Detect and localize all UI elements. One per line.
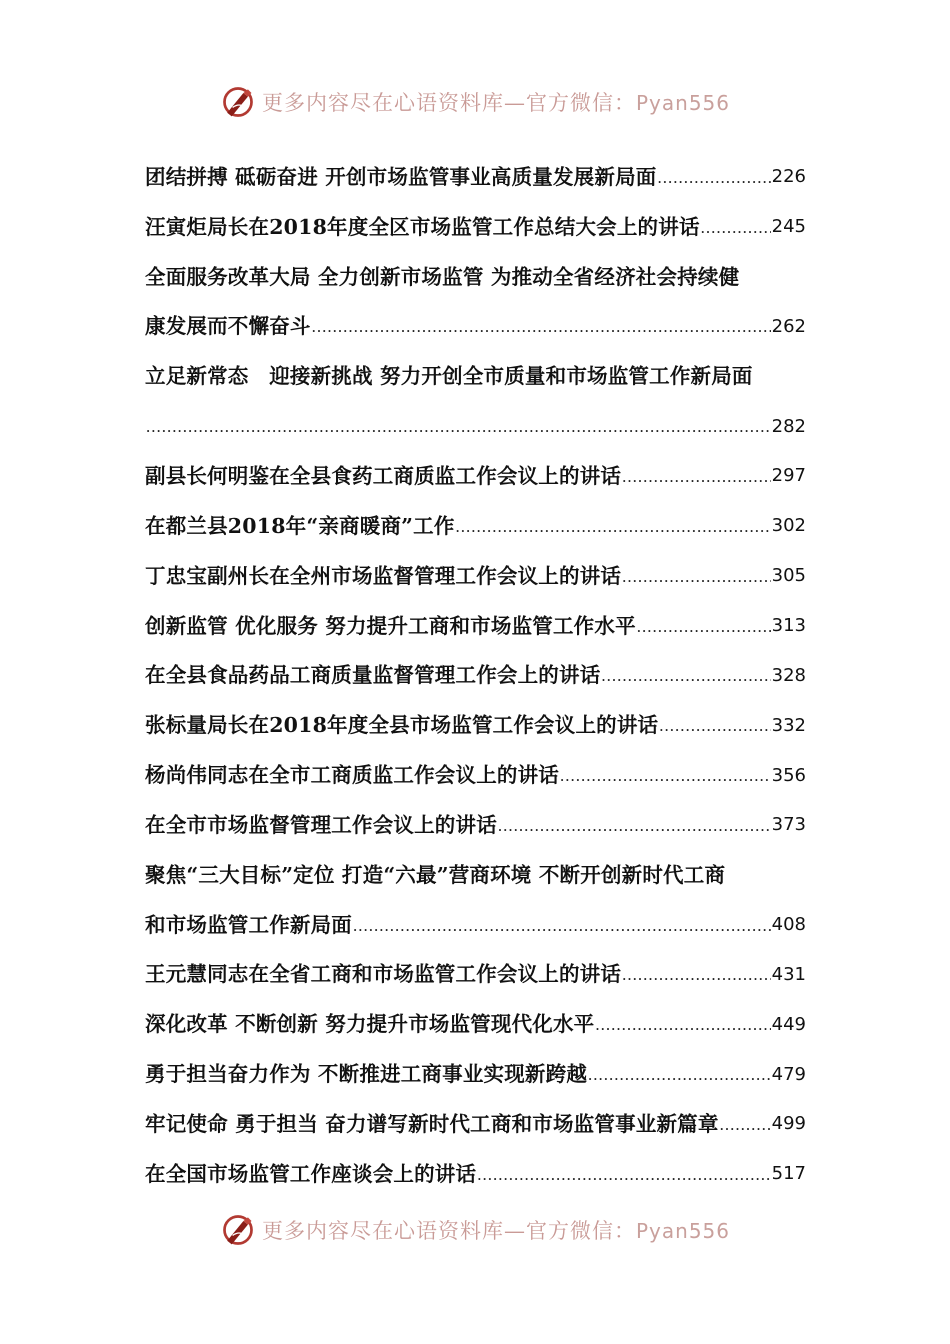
- toc-entry-page-number: 373: [771, 814, 806, 836]
- toc-leader-dots: [601, 666, 770, 686]
- toc-entry-title: 杨尚伟同志在全市工商质监工作会议上的讲话: [145, 763, 559, 788]
- table-of-contents: [145, 150, 806, 1197]
- toc-entry-title: 王元慧同志在全省工商和市场监管工作会议上的讲话: [145, 962, 622, 987]
- toc-entry-title: 创新监管 优化服务 努力提升工商和市场监管工作水平: [145, 613, 636, 638]
- toc-leader-dots: [657, 168, 770, 188]
- toc-entry-page-number: 408: [771, 914, 806, 936]
- toc-entry[interactable]: [145, 200, 806, 250]
- toc-entry-title: 在都兰县2018年“亲商暖商”工作: [145, 513, 455, 538]
- toc-entry[interactable]: [145, 997, 806, 1047]
- toc-entry[interactable]: [145, 898, 806, 948]
- toc-entry-page-number: 499: [771, 1113, 806, 1135]
- toc-leader-dots: [595, 1015, 770, 1035]
- toc-entry-page-number: 356: [771, 764, 806, 786]
- toc-entry-title: 副县长何明鉴在全县食药工商质监工作会议上的讲话: [145, 463, 622, 488]
- toc-entry[interactable]: [145, 748, 806, 798]
- toc-entry-title: 在全国市场监管工作座谈会上的讲话: [145, 1161, 477, 1186]
- toc-leader-dots: [312, 317, 771, 337]
- toc-entry[interactable]: [145, 250, 806, 300]
- toc-entry-page-number: 226: [771, 166, 806, 188]
- toc-entry-title: 在全县食品药品工商质量监督管理工作会上的讲话: [145, 663, 601, 688]
- toc-entry-page-number: 282: [771, 415, 806, 437]
- toc-entry-page-number: 517: [771, 1163, 806, 1185]
- toc-leader-dots: [560, 766, 771, 786]
- toc-entry[interactable]: [145, 698, 806, 748]
- toc-entry-title: 和市场监管工作新局面: [145, 912, 352, 937]
- toc-entry-title: 勇于担当奋力作为 不断推进工商事业实现新跨越: [145, 1062, 588, 1087]
- toc-entry[interactable]: [145, 848, 806, 898]
- toc-leader-dots: [659, 716, 770, 736]
- toc-entry-page-number: 302: [771, 515, 806, 537]
- toc-leader-dots: [477, 1165, 770, 1185]
- toc-entry-page-number: 332: [771, 714, 806, 736]
- toc-entry[interactable]: [145, 948, 806, 998]
- toc-entry-page-number: 431: [771, 963, 806, 985]
- toc-entry-page-number: 479: [771, 1063, 806, 1085]
- toc-entry[interactable]: [145, 449, 806, 499]
- pen-logo-icon: [220, 84, 256, 120]
- footer-wechat-id: Pyan556: [635, 1219, 730, 1243]
- toc-leader-dots: [588, 1065, 771, 1085]
- toc-entry[interactable]: [145, 399, 806, 449]
- toc-entry-page-number: 305: [771, 565, 806, 587]
- toc-entry-title: 张标量局长在2018年度全县市场监管工作会议上的讲话: [145, 713, 659, 738]
- pen-logo-icon: [220, 1212, 256, 1248]
- toc-leader-dots: [637, 617, 771, 637]
- toc-entry-title: 在全市市场监督管理工作会议上的讲话: [145, 812, 497, 837]
- toc-entry[interactable]: [145, 1147, 806, 1197]
- toc-entry-page-number: 262: [771, 315, 806, 337]
- toc-entry-title: 牢记使命 勇于担当 奋力谱写新时代工商和市场监管事业新篇章: [145, 1111, 719, 1136]
- footer-watermark: [0, 1210, 950, 1250]
- toc-entry[interactable]: [145, 499, 806, 549]
- toc-entry-page-number: 328: [771, 664, 806, 686]
- toc-entry-title: 丁忠宝副州长在全州市场监督管理工作会议上的讲话: [145, 563, 622, 588]
- toc-entry[interactable]: [145, 1097, 806, 1147]
- toc-entry-page-number: 449: [771, 1013, 806, 1035]
- toc-entry-title: 全面服务改革大局 全力创新市场监管 为推动全省经济社会持续健: [145, 264, 740, 289]
- toc-entry[interactable]: [145, 798, 806, 848]
- toc-entry[interactable]: [145, 648, 806, 698]
- header-wechat-id: Pyan556: [635, 91, 730, 115]
- header-slogan: 更多内容尽在心语资料库—官方微信：: [261, 91, 636, 115]
- toc-leader-dots: [720, 1115, 771, 1135]
- toc-entry[interactable]: [145, 349, 806, 399]
- toc-entry-title: 深化改革 不断创新 努力提升市场监管现代化水平: [145, 1012, 595, 1037]
- toc-entry-title: 康发展而不懈奋斗: [145, 314, 311, 339]
- toc-leader-dots: [498, 816, 771, 836]
- toc-entry-page-number: 313: [771, 615, 806, 637]
- toc-leader-dots: [456, 517, 771, 537]
- toc-entry-title: 汪寅炬局长在2018年度全区市场监管工作总结大会上的讲话: [145, 214, 700, 239]
- toc-entry-page-number: 245: [771, 216, 806, 238]
- toc-entry-title: 团结拼搏 砥砺奋进 开创市场监管事业高质量发展新局面: [145, 164, 657, 189]
- toc-entry[interactable]: [145, 1047, 806, 1097]
- toc-entry[interactable]: [145, 549, 806, 599]
- toc-entry[interactable]: [145, 300, 806, 350]
- toc-entry-title: 立足新常态 迎接新挑战 努力开创全市质量和市场监管工作新局面: [145, 364, 753, 389]
- toc-leader-dots: [146, 417, 771, 437]
- toc-entry-title: 聚焦“三大目标”定位 打造“六最”营商环境 不断开创新时代工商: [145, 862, 726, 887]
- toc-leader-dots: [701, 218, 771, 238]
- footer-slogan: 更多内容尽在心语资料库—官方微信：: [261, 1219, 636, 1243]
- header-watermark: [0, 82, 950, 122]
- toc-entry[interactable]: [145, 150, 806, 200]
- toc-entry[interactable]: [145, 599, 806, 649]
- toc-leader-dots: [622, 965, 771, 985]
- toc-leader-dots: [622, 567, 771, 587]
- toc-leader-dots: [353, 916, 771, 936]
- toc-leader-dots: [622, 467, 771, 487]
- toc-entry-page-number: 297: [771, 465, 806, 487]
